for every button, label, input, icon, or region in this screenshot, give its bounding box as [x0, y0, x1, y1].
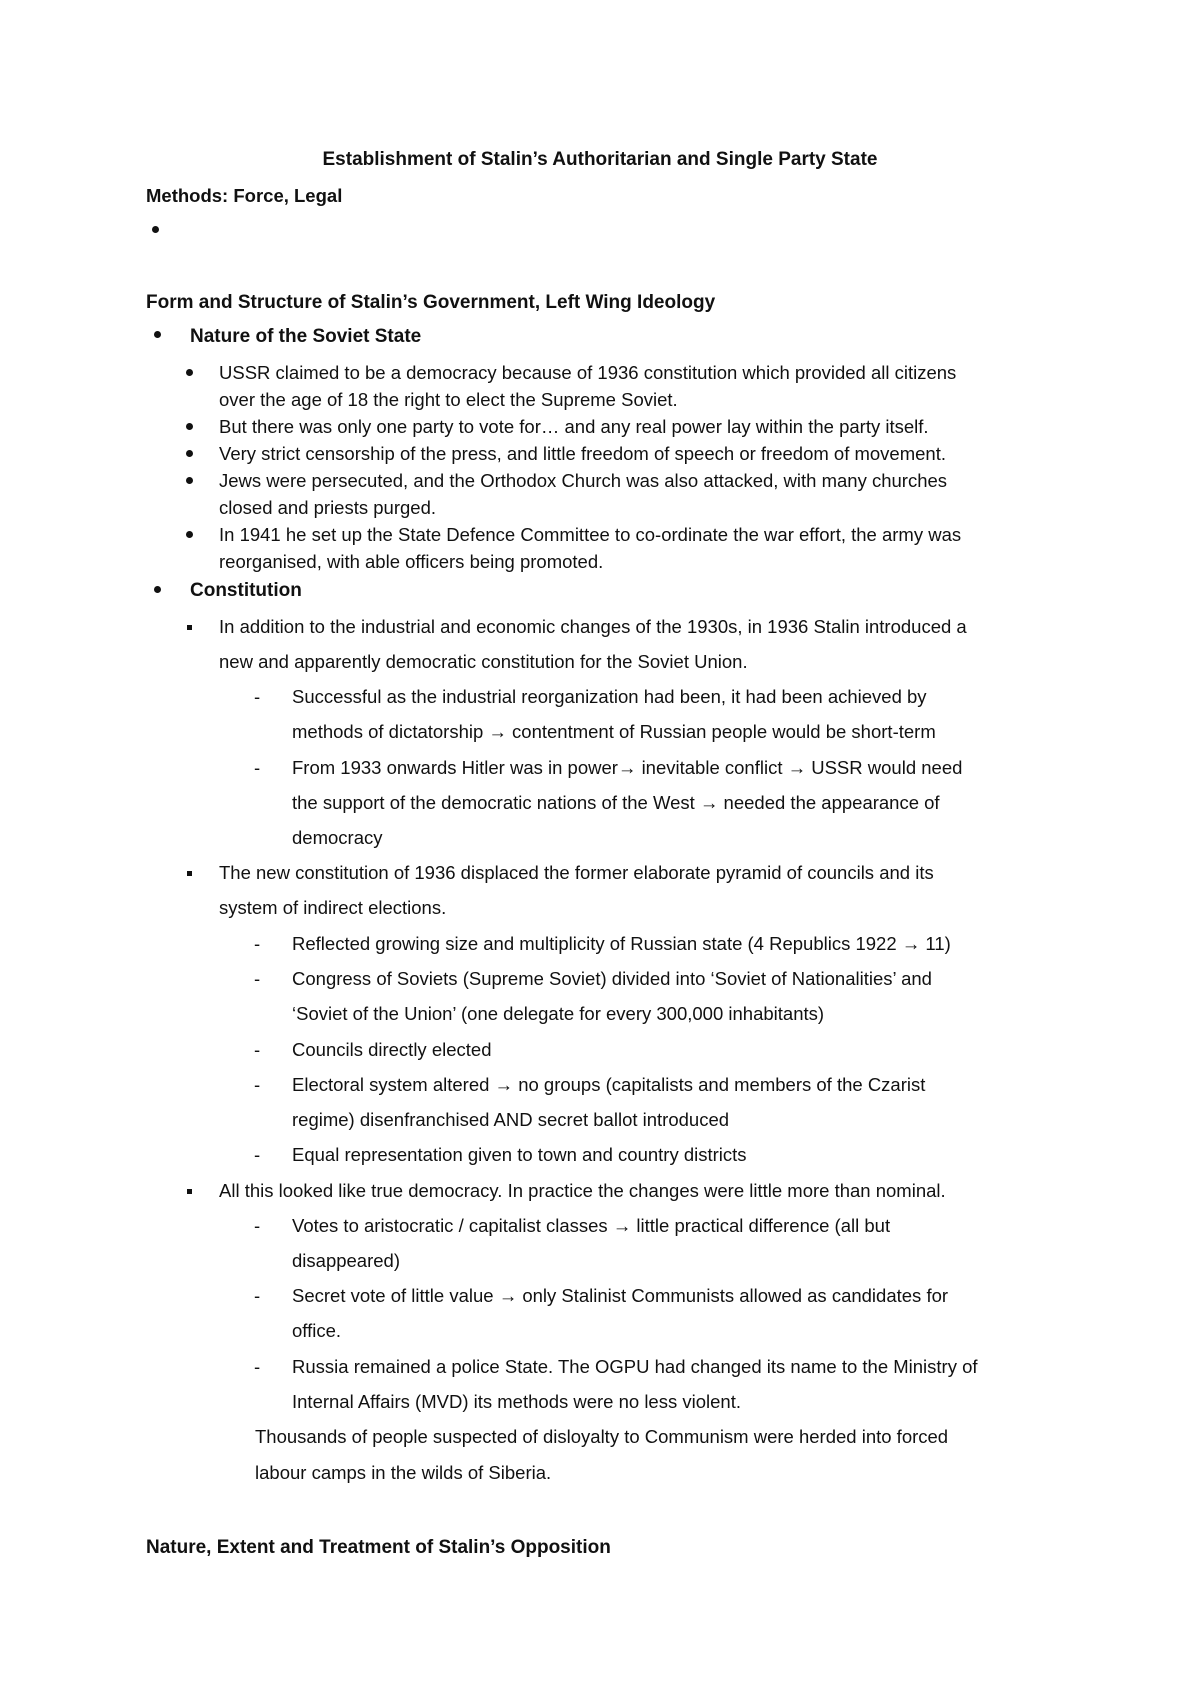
section-heading-government: Form and Structure of Stalin’s Government, Left Wing Ideology [146, 292, 716, 313]
paragraph-line: system of indirect elections. [219, 897, 447, 918]
dash-item-continued: office. [292, 1320, 342, 1341]
closing-paragraph-line: labour camps in the wilds of Siberia. [255, 1462, 552, 1483]
bullet-icon [186, 369, 193, 376]
dash-marker: - [254, 686, 261, 707]
list-item: USSR claimed to be a democracy because of 1936 constitution which provided all citizens [219, 362, 957, 383]
bullet-icon [154, 586, 161, 593]
dash-item-continued: democracy [292, 827, 383, 848]
dash-marker: - [254, 1356, 261, 1377]
square-bullet-icon [187, 871, 192, 876]
paragraph-line: All this looked like true democracy. In practice the changes were little more than nominal. [219, 1180, 946, 1201]
dash-marker: - [254, 1144, 261, 1165]
dash-item: Congress of Soviets (Supreme Soviet) divided into ‘Soviet of Nationalities’ and [292, 968, 932, 989]
subheading-nature: Nature of the Soviet State [190, 326, 422, 347]
dash-item: Successful as the industrial reorganization had been, it had been achieved by [292, 686, 927, 707]
bullet-icon [186, 423, 193, 430]
bullet-icon [186, 531, 193, 538]
dash-item: Reflected growing size and multiplicity of Russian state (4 Republics 1922 → 11) [292, 933, 951, 954]
paragraph-line: In addition to the industrial and economic changes of the 1930s, in 1936 Stalin introduced a [219, 616, 967, 637]
dash-item: From 1933 onwards Hitler was in power→ inevitable conflict → USSR would need [292, 757, 963, 778]
paragraph-line: The new constitution of 1936 displaced the former elaborate pyramid of councils and its [219, 862, 934, 883]
dash-marker: - [254, 1285, 261, 1306]
list-item-continued: closed and priests purged. [219, 497, 436, 518]
dash-item-continued: methods of dictatorship → contentment of Russian people would be short-term [292, 721, 936, 742]
methods-line: Methods: Force, Legal [146, 185, 343, 206]
list-item: In 1941 he set up the State Defence Committee to co-ordinate the war effort, the army was [219, 524, 962, 545]
dash-marker: - [254, 933, 261, 954]
list-item: But there was only one party to vote for… and any real power lay within the party itself. [219, 416, 929, 437]
dash-marker: - [254, 1039, 261, 1060]
dash-item-continued: regime) disenfranchised AND secret ballot introduced [292, 1109, 730, 1130]
dash-marker: - [254, 968, 261, 989]
dash-item: Councils directly elected [292, 1039, 492, 1060]
dash-item-continued: ‘Soviet of the Union’ (one delegate for every 300,000 inhabitants) [292, 1003, 825, 1024]
list-item-continued: reorganised, with able officers being promoted. [219, 551, 604, 572]
square-bullet-icon [187, 625, 192, 630]
dash-item: Electoral system altered → no groups (capitalists and members of the Czarist [292, 1074, 926, 1095]
dash-item-continued: disappeared) [292, 1250, 400, 1271]
paragraph-line: new and apparently democratic constitution for the Soviet Union. [219, 651, 748, 672]
section-heading-opposition: Nature, Extent and Treatment of Stalin’s Opposition [146, 1537, 611, 1558]
list-item: Very strict censorship of the press, and little freedom of speech or freedom of movement. [219, 443, 946, 464]
list-item: Jews were persecuted, and the Orthodox Church was also attacked, with many churches [219, 470, 948, 491]
dash-marker: - [254, 1215, 261, 1236]
subheading-constitution: Constitution [190, 580, 302, 601]
bullet-icon [154, 331, 161, 338]
dash-item-continued: Internal Affairs (MVD) its methods were no less violent. [292, 1391, 741, 1412]
bullet-icon [186, 477, 193, 484]
square-bullet-icon [187, 1189, 192, 1194]
empty-bullet-icon [152, 226, 159, 233]
dash-marker: - [254, 1074, 261, 1095]
list-item-continued: over the age of 18 the right to elect the Supreme Soviet. [219, 389, 678, 410]
dash-item-continued: the support of the democratic nations of the West → needed the appearance of [292, 792, 940, 813]
closing-paragraph-line: Thousands of people suspected of disloyalty to Communism were herded into forced [255, 1426, 949, 1447]
document-title: Establishment of Stalin’s Authoritarian and Single Party State [322, 149, 878, 170]
dash-item: Equal representation given to town and country districts [292, 1144, 747, 1165]
dash-marker: - [254, 757, 261, 778]
dash-item: Votes to aristocratic / capitalist classes → little practical difference (all but [292, 1215, 891, 1236]
bullet-icon [186, 450, 193, 457]
dash-item: Secret vote of little value → only Stalinist Communists allowed as candidates for [292, 1285, 949, 1306]
dash-item: Russia remained a police State. The OGPU had changed its name to the Ministry of [292, 1356, 978, 1377]
